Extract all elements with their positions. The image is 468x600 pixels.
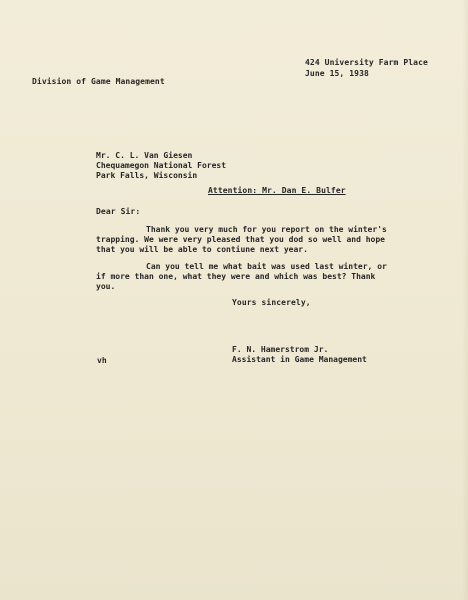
recipient-address	[96, 151, 226, 181]
paragraph-1-line-3: that you will be able to contiune next year.	[96, 245, 308, 254]
recipient-name: Mr. C. L. Van Giesen	[96, 151, 193, 160]
signature-block	[232, 345, 367, 365]
division-heading: Division of Game Management	[32, 77, 165, 86]
letter-date: June 15, 1938	[305, 69, 369, 78]
paragraph-1-line-1: Thank you very much for you report on the winter's	[146, 225, 387, 234]
body-paragraph-2	[96, 262, 387, 292]
paragraph-2-line-1: Can you tell me what bait was used last winter, or	[146, 262, 387, 271]
recipient-city: Park Falls, Wisconsin	[96, 171, 198, 180]
sender-address: 424 University Farm Place	[305, 58, 428, 67]
paper-edge-shadow	[462, 0, 468, 600]
closing: Yours sincerely,	[232, 298, 311, 307]
signature-name: F. N. Hamerstrom Jr.	[232, 345, 329, 354]
recipient-organization: Chequamegon National Forest	[96, 161, 227, 170]
paragraph-2-line-2: if more than one, what they were and which was best? Thank	[96, 272, 376, 281]
signature-title: Assistant in Game Management	[232, 355, 367, 364]
paragraph-1-line-2: trapping. We were very pleased that you dod so well and hope	[96, 235, 385, 244]
typist-initials: vh	[97, 356, 107, 365]
salutation: Dear Sir:	[96, 207, 141, 216]
paragraph-2-line-3: you.	[96, 282, 116, 291]
attention-line: Attention: Mr. Dan E. Bulfer	[208, 186, 346, 195]
body-paragraph-1	[96, 225, 387, 255]
